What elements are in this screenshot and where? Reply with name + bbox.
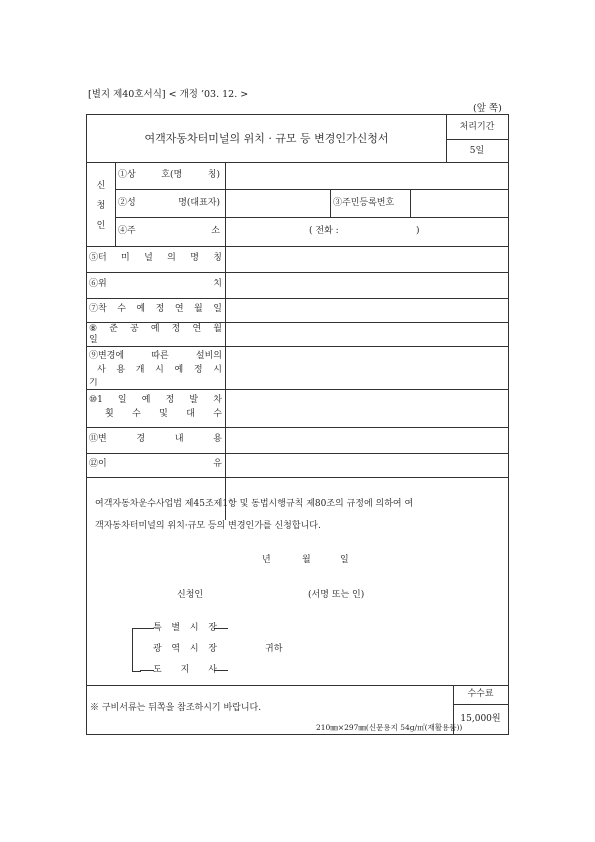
facility-use-label-line1: ⑨변경에 따른 설비의 <box>89 351 222 361</box>
facility-use-input[interactable] <box>229 351 507 387</box>
applicant-char: 청 <box>96 200 106 211</box>
terminal-name-input[interactable] <box>229 250 507 270</box>
representative-label: ②성 명(대표자) <box>118 198 220 208</box>
recipient-metro-city-mayor: 광 역 시 장 <box>153 644 217 654</box>
addressee-suffix: 귀하 <box>265 644 283 654</box>
recipient-special-city-mayor: 특 별 시 장 <box>153 623 217 633</box>
start-date-input[interactable] <box>229 302 507 320</box>
terminal-name-label: ⑤터 미 널 의 명 칭 <box>89 253 222 263</box>
statement-line-2: 객자동차터미널의 위치·규모 등의 변경인가를 신청합니다. <box>95 521 321 531</box>
daily-departures-label-line2: 횟 수 및 대 수 <box>105 409 222 419</box>
facility-use-label-wrap: 기 <box>89 378 98 388</box>
paper-specification: 210㎜×297㎜(신문용지 54g/㎡(재활용품)) <box>316 723 463 732</box>
address-input[interactable] <box>229 222 309 242</box>
applicant-char: 인 <box>96 220 106 231</box>
form-title: 여객자동차터미널의 위치 · 규모 등 변경인가신청서 <box>144 132 389 145</box>
business-name-label: ①상 호(명 칭) <box>118 170 220 180</box>
applicant-sign-label: 신청인 <box>177 590 204 600</box>
signature-or-seal-label: (서명 또는 인) <box>308 590 365 600</box>
business-name-input[interactable] <box>229 167 507 187</box>
processing-period-label: 처리기간 <box>459 122 495 132</box>
application-form <box>86 114 509 735</box>
phone-label: ( 전화 : <box>309 226 339 236</box>
date-day-label: 일 <box>340 555 349 565</box>
daily-departures-label-line1: ⑩1 일 예 정 발 차 <box>89 395 222 405</box>
completion-date-label: ⑧ 준 공 예 정 연 월 <box>89 324 222 334</box>
reason-label: ⑫이 유 <box>89 459 222 469</box>
applicant-group-label <box>87 162 115 246</box>
form-reference: [별지 제40호서식] < 개정 ’03. 12. > <box>88 89 249 100</box>
location-label: ⑥위 치 <box>89 279 222 289</box>
required-documents-note: ※ 구비서류는 뒤쪽을 참조하시기 바랍니다. <box>90 703 262 713</box>
processing-period-value: 5일 <box>469 146 485 156</box>
fee-label: 수수료 <box>467 689 494 699</box>
recipient-bracket <box>132 628 141 672</box>
date-year-label: 년 <box>262 555 271 565</box>
completion-date-label-wrap: 일 <box>89 335 98 345</box>
page-side-label: (앞 쪽) <box>473 103 502 114</box>
statement-line-1: 여객자동차운수사업법 제45조제1항 및 동법시행규칙 제80조의 규정에 의하여 여 <box>95 499 414 509</box>
recipient-provincial-governor: 도 지 사 <box>153 665 217 675</box>
start-date-label: ⑦착 수 예 정 연 월 일 <box>89 304 222 314</box>
representative-input[interactable] <box>229 194 331 214</box>
location-input[interactable] <box>229 276 507 296</box>
facility-use-label-line2: 사 용 개 시 예 정 시 <box>97 365 222 375</box>
change-details-input[interactable] <box>229 431 507 451</box>
resident-number-input[interactable] <box>414 194 508 214</box>
reason-input[interactable] <box>229 456 507 475</box>
applicant-char: 신 <box>96 180 106 191</box>
fee-value: 15,000원 <box>460 714 501 724</box>
phone-close-paren: ) <box>416 226 420 236</box>
change-details-label: ⑪변 경 내 용 <box>89 434 222 444</box>
resident-number-label: ③주민등록번호 <box>333 198 395 208</box>
applicant-sign-input[interactable] <box>215 586 307 606</box>
date-month-label: 월 <box>302 555 311 565</box>
completion-date-input[interactable] <box>229 326 507 344</box>
address-label: ④주 소 <box>118 226 220 236</box>
daily-departures-input[interactable] <box>229 394 507 424</box>
